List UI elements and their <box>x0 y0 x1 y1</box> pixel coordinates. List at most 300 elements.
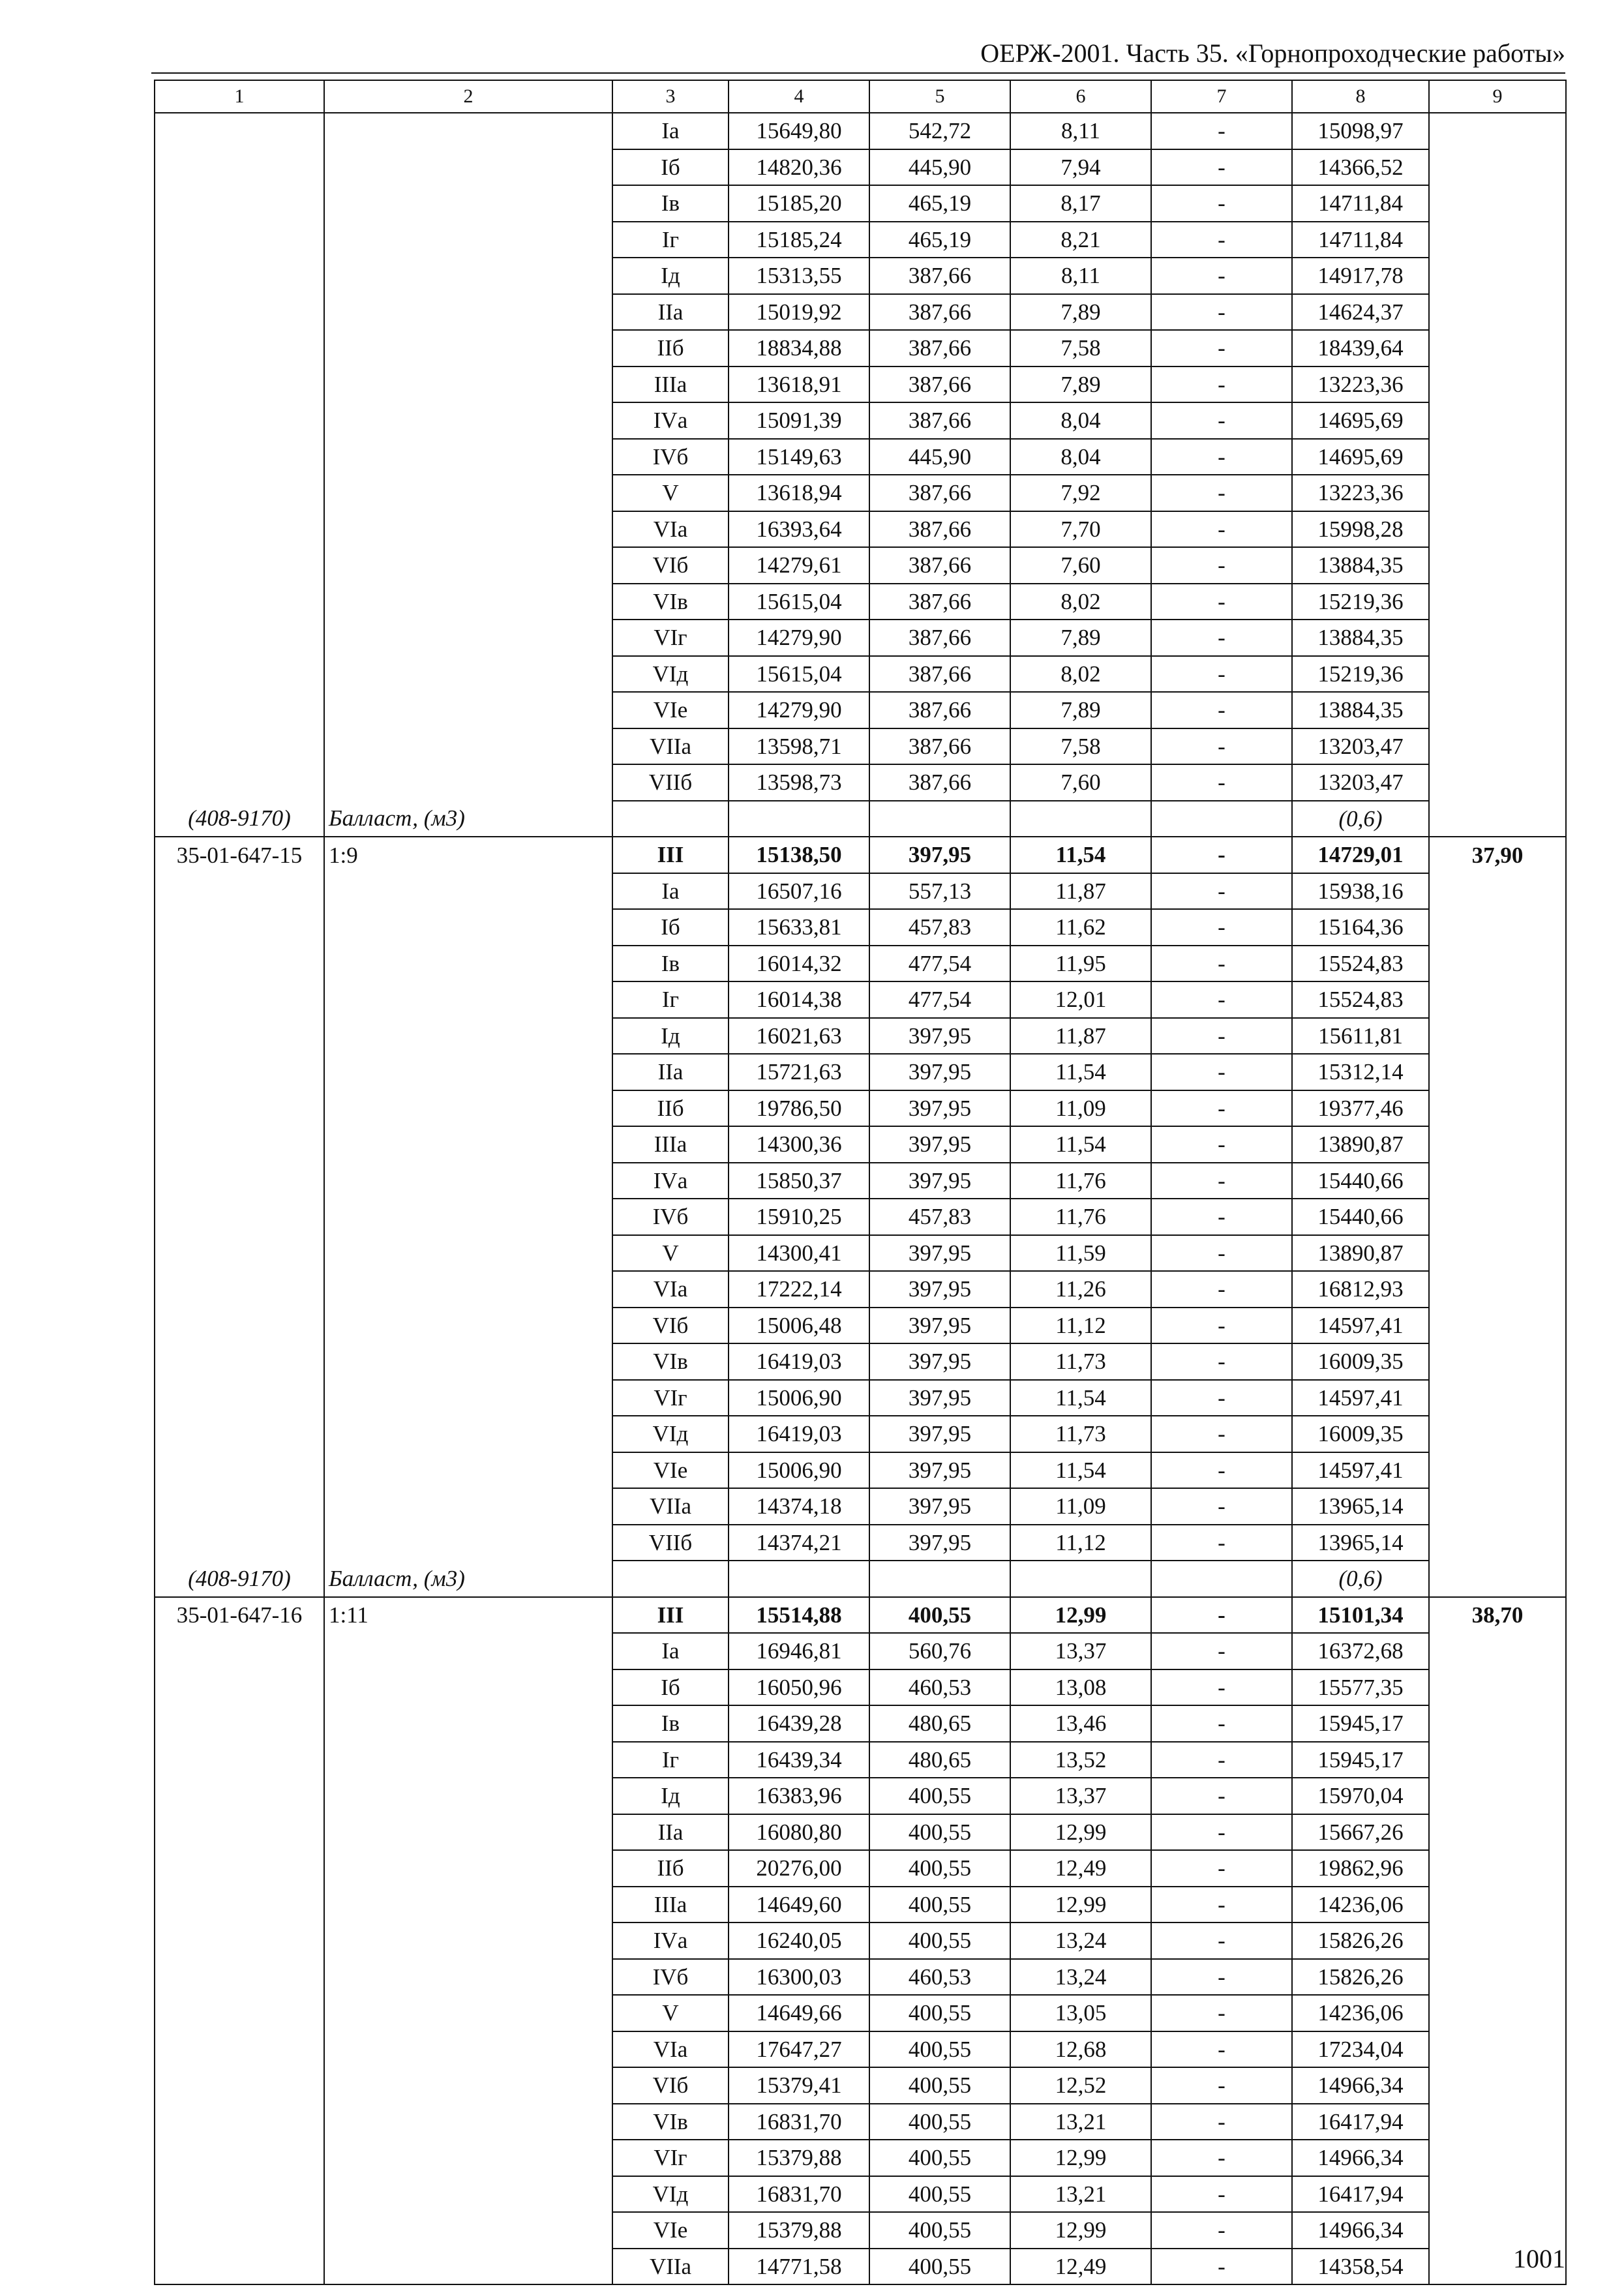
cell-c5: 397,95 <box>869 1126 1010 1163</box>
cell-c1 <box>155 1452 324 1489</box>
cell-c7: - <box>1151 1343 1292 1380</box>
cell-c8: 16417,94 <box>1292 2176 1429 2213</box>
cell-c2 <box>324 1054 612 1090</box>
cell-c5: 387,66 <box>869 728 1010 765</box>
cell-c2 <box>324 1271 612 1308</box>
cell-c5: 400,55 <box>869 1887 1010 1923</box>
cell-c2 <box>324 258 612 294</box>
cell-c9 <box>1429 294 1566 331</box>
cell-c6: 7,92 <box>1010 475 1151 511</box>
cell-c8: 16009,35 <box>1292 1343 1429 1380</box>
table-row <box>155 1922 1566 1959</box>
cell-c6: 7,60 <box>1010 764 1151 801</box>
cell-c5: 465,19 <box>869 222 1010 258</box>
cell-c1 <box>155 1959 324 1996</box>
cell-c3: IIб <box>612 1090 729 1127</box>
cell-c7: - <box>1151 439 1292 475</box>
cell-c2 <box>324 584 612 620</box>
cell-c3: Iв <box>612 946 729 982</box>
norm-note-row <box>155 801 1566 837</box>
cell-c2 <box>324 946 612 982</box>
cell-c3: VIIб <box>612 1525 729 1561</box>
cell-c1 <box>155 764 324 801</box>
cell-c2 <box>324 2067 612 2104</box>
table-row <box>155 1959 1566 1996</box>
cell-c1 <box>155 1887 324 1923</box>
cell-c8: 13884,35 <box>1292 692 1429 728</box>
cell-c5: 397,95 <box>869 1452 1010 1489</box>
cell-c3: IVб <box>612 1959 729 1996</box>
cell-c6: 7,89 <box>1010 692 1151 728</box>
table-row <box>155 1669 1566 1706</box>
table-row <box>155 1995 1566 2031</box>
cell-c3: IIIа <box>612 1126 729 1163</box>
cell-c3: Iа <box>612 113 729 149</box>
cell-c5: 400,55 <box>869 2249 1010 2285</box>
cell-c4: 15006,90 <box>729 1452 869 1489</box>
cell-c9 <box>1429 1778 1566 1814</box>
cell-c2 <box>324 511 612 548</box>
cell-c2 <box>324 1959 612 1996</box>
cell-c5: 400,55 <box>869 1778 1010 1814</box>
table-row <box>155 692 1566 728</box>
cell-c2 <box>324 1126 612 1163</box>
cell-c6: 12,99 <box>1010 1814 1151 1851</box>
cell-c6: 8,11 <box>1010 113 1151 149</box>
cell-c1 <box>155 367 324 403</box>
norm-note-row <box>155 1561 1566 1597</box>
cell-c4: 15149,63 <box>729 439 869 475</box>
cell-c4: 15910,25 <box>729 1199 869 1235</box>
cell-c8: 18439,64 <box>1292 330 1429 367</box>
cell-c2 <box>324 2212 612 2249</box>
cell-c2 <box>324 2249 612 2285</box>
cell-c1 <box>155 1163 324 1199</box>
cell-c2 <box>324 402 612 439</box>
table-row <box>155 1705 1566 1742</box>
cell-c8: 13223,36 <box>1292 367 1429 403</box>
col-header: 1 <box>155 80 324 113</box>
cell-c9 <box>1429 1995 1566 2031</box>
cell-c6: 11,76 <box>1010 1199 1151 1235</box>
cell-c2 <box>324 2104 612 2140</box>
cell-c4: 19786,50 <box>729 1090 869 1127</box>
cell-c1 <box>155 909 324 946</box>
table-row <box>155 620 1566 656</box>
cell-c7 <box>1151 1561 1292 1597</box>
cell-c7: - <box>1151 1452 1292 1489</box>
cell-c2 <box>324 367 612 403</box>
cell-c9 <box>1429 1850 1566 1887</box>
cell-c2 <box>324 1525 612 1561</box>
col-header: 9 <box>1429 80 1566 113</box>
table-row <box>155 873 1566 910</box>
cell-c9 <box>1429 439 1566 475</box>
cell-c8: 16009,35 <box>1292 1416 1429 1452</box>
cell-c9 <box>1429 2176 1566 2213</box>
cell-c6: 7,58 <box>1010 330 1151 367</box>
cell-c2 <box>324 149 612 186</box>
cell-c8: 15945,17 <box>1292 1742 1429 1778</box>
cell-c1 <box>155 1705 324 1742</box>
cell-c8: 15312,14 <box>1292 1054 1429 1090</box>
col-header: 7 <box>1151 80 1292 113</box>
cell-c9 <box>1429 258 1566 294</box>
cell-c2 <box>324 2140 612 2176</box>
cell-c5: 387,66 <box>869 402 1010 439</box>
table-row <box>155 728 1566 765</box>
cell-c6: 8,11 <box>1010 258 1151 294</box>
cell-c4: 15185,20 <box>729 185 869 222</box>
cell-c4: 15615,04 <box>729 584 869 620</box>
table-row <box>155 1271 1566 1308</box>
cell-c8: 15945,17 <box>1292 1705 1429 1742</box>
cell-c6: 8,02 <box>1010 656 1151 693</box>
cell-c6: 11,54 <box>1010 1126 1151 1163</box>
table-row <box>155 402 1566 439</box>
cell-c9 <box>1429 1887 1566 1923</box>
cell-c6: 11,87 <box>1010 873 1151 910</box>
table-row <box>155 2249 1566 2285</box>
cell-c8: 15826,26 <box>1292 1922 1429 1959</box>
table-row <box>155 294 1566 331</box>
cell-c6: 12,99 <box>1010 1597 1151 1634</box>
cell-c3: IVб <box>612 439 729 475</box>
cell-c9 <box>1429 475 1566 511</box>
cell-c6: 11,12 <box>1010 1525 1151 1561</box>
cell-c9 <box>1429 511 1566 548</box>
cell-c3: Iв <box>612 185 729 222</box>
cell-c6: 11,73 <box>1010 1416 1151 1452</box>
cell-c2: 1:9 <box>324 837 612 873</box>
cell-c1: 35-01-647-16 <box>155 1597 324 1634</box>
cell-c3: VIе <box>612 692 729 728</box>
cell-c6: 12,52 <box>1010 2067 1151 2104</box>
cell-c7: - <box>1151 1705 1292 1742</box>
table-row <box>155 764 1566 801</box>
cell-c5: 397,95 <box>869 1054 1010 1090</box>
cell-c3: IVа <box>612 1922 729 1959</box>
cell-c5: 457,83 <box>869 1199 1010 1235</box>
cell-c1 <box>155 2249 324 2285</box>
cell-c9 <box>1429 1380 1566 1416</box>
table-row <box>155 511 1566 548</box>
cell-c1 <box>155 475 324 511</box>
cell-c4: 15019,92 <box>729 294 869 331</box>
cell-c5 <box>869 801 1010 837</box>
cell-c5: 560,76 <box>869 1633 1010 1669</box>
page-header: ОЕРЖ-2001. Часть 35. «Горнопроходческие работы» <box>980 38 1565 68</box>
cell-c6: 13,08 <box>1010 1669 1151 1706</box>
table-row <box>155 1199 1566 1235</box>
cell-c3: VIв <box>612 1343 729 1380</box>
cell-c7: - <box>1151 1814 1292 1851</box>
cell-c7: - <box>1151 2140 1292 2176</box>
column-number-row <box>155 80 1566 113</box>
cell-c9 <box>1429 2067 1566 2104</box>
cell-c1: (408-9170) <box>155 1561 324 1597</box>
cell-c6: 7,60 <box>1010 547 1151 584</box>
cell-c6: 12,01 <box>1010 981 1151 1018</box>
cell-c6: 11,87 <box>1010 1018 1151 1055</box>
cell-c4: 16419,03 <box>729 1343 869 1380</box>
cell-c4: 16419,03 <box>729 1416 869 1452</box>
cell-c4: 20276,00 <box>729 1850 869 1887</box>
cell-c4: 15138,50 <box>729 837 869 873</box>
cell-c2 <box>324 1814 612 1851</box>
cell-c3: VIв <box>612 2104 729 2140</box>
cell-c5: 400,55 <box>869 2140 1010 2176</box>
cell-c2: Балласт, (м3) <box>324 1561 612 1597</box>
table-row <box>155 946 1566 982</box>
cell-c9 <box>1429 1199 1566 1235</box>
cell-c1 <box>155 1416 324 1452</box>
cell-c3: VIб <box>612 2067 729 2104</box>
cell-c8: 15098,97 <box>1292 113 1429 149</box>
cell-c3: Iб <box>612 909 729 946</box>
cell-c1: 35-01-647-15 <box>155 837 324 873</box>
cell-c2 <box>324 656 612 693</box>
cell-c2 <box>324 1163 612 1199</box>
cell-c5: 542,72 <box>869 113 1010 149</box>
cell-c1 <box>155 1525 324 1561</box>
cell-c9 <box>1429 1090 1566 1127</box>
cell-c5: 557,13 <box>869 873 1010 910</box>
table-row <box>155 1380 1566 1416</box>
cell-c7: - <box>1151 1995 1292 2031</box>
cell-c4: 16014,32 <box>729 946 869 982</box>
cell-c4: 16507,16 <box>729 873 869 910</box>
cell-c8: 13884,35 <box>1292 620 1429 656</box>
cell-c7: - <box>1151 1488 1292 1525</box>
cell-c1 <box>155 1669 324 1706</box>
cell-c3: IIб <box>612 330 729 367</box>
cell-c4: 14374,18 <box>729 1488 869 1525</box>
cell-c9: 38,70 <box>1429 1597 1566 1634</box>
cell-c7: - <box>1151 475 1292 511</box>
cell-c7: - <box>1151 584 1292 620</box>
cell-c7: - <box>1151 1525 1292 1561</box>
cell-c4: 14649,60 <box>729 1887 869 1923</box>
cell-c5 <box>869 1561 1010 1597</box>
cell-c6: 12,99 <box>1010 2140 1151 2176</box>
header-rule <box>151 72 1565 74</box>
cell-c4: 14771,58 <box>729 2249 869 2285</box>
cell-c6: 7,94 <box>1010 149 1151 186</box>
cell-c3: VIIб <box>612 764 729 801</box>
cell-c2 <box>324 1343 612 1380</box>
cell-c4: 14300,36 <box>729 1126 869 1163</box>
cell-c5: 445,90 <box>869 149 1010 186</box>
cell-c4: 15006,90 <box>729 1380 869 1416</box>
cell-c3: IIб <box>612 1850 729 1887</box>
cell-c8: 13965,14 <box>1292 1488 1429 1525</box>
cell-c1 <box>155 1380 324 1416</box>
cell-c9 <box>1429 1343 1566 1380</box>
cell-c9 <box>1429 1814 1566 1851</box>
table-row <box>155 222 1566 258</box>
cell-c7: - <box>1151 1199 1292 1235</box>
cell-c6: 7,70 <box>1010 511 1151 548</box>
cell-c9 <box>1429 909 1566 946</box>
cell-c3: VIа <box>612 1271 729 1308</box>
cell-c7: - <box>1151 1271 1292 1308</box>
cell-c8: 14597,41 <box>1292 1308 1429 1344</box>
cell-c8: 15826,26 <box>1292 1959 1429 1996</box>
cell-c9 <box>1429 1126 1566 1163</box>
cell-c2 <box>324 1235 612 1272</box>
cell-c9 <box>1429 981 1566 1018</box>
cell-c1 <box>155 1199 324 1235</box>
cell-c4 <box>729 801 869 837</box>
cell-c3: VIг <box>612 1380 729 1416</box>
cell-c9 <box>1429 1705 1566 1742</box>
cell-c7: - <box>1151 547 1292 584</box>
cell-c5: 387,66 <box>869 692 1010 728</box>
cell-c5: 480,65 <box>869 1705 1010 1742</box>
cell-c6: 11,54 <box>1010 1054 1151 1090</box>
cell-c7: - <box>1151 837 1292 873</box>
cell-c4: 15721,63 <box>729 1054 869 1090</box>
cell-c2 <box>324 185 612 222</box>
col-header: 3 <box>612 80 729 113</box>
cell-c2 <box>324 475 612 511</box>
cell-c9 <box>1429 330 1566 367</box>
cell-c8: 13890,87 <box>1292 1126 1429 1163</box>
cell-c2 <box>324 294 612 331</box>
cell-c7: - <box>1151 1235 1292 1272</box>
cell-c4: 17647,27 <box>729 2031 869 2068</box>
cell-c6: 8,04 <box>1010 402 1151 439</box>
cell-c5: 397,95 <box>869 1090 1010 1127</box>
cell-c5: 480,65 <box>869 1742 1010 1778</box>
cell-c2 <box>324 1922 612 1959</box>
table-row <box>155 185 1566 222</box>
cell-c9 <box>1429 113 1566 149</box>
cell-c2 <box>324 1669 612 1706</box>
cell-c8: 14695,69 <box>1292 439 1429 475</box>
cell-c2 <box>324 620 612 656</box>
cell-c8: (0,6) <box>1292 1561 1429 1597</box>
cell-c6: 13,24 <box>1010 1959 1151 1996</box>
cell-c6: 8,21 <box>1010 222 1151 258</box>
table-row <box>155 1163 1566 1199</box>
cell-c4: 15313,55 <box>729 258 869 294</box>
cell-c3: Iг <box>612 981 729 1018</box>
cell-c3: Iд <box>612 258 729 294</box>
cell-c9 <box>1429 656 1566 693</box>
cell-c8: 14624,37 <box>1292 294 1429 331</box>
cell-c7: - <box>1151 1959 1292 1996</box>
cell-c6: 13,24 <box>1010 1922 1151 1959</box>
cell-c4: 14279,90 <box>729 620 869 656</box>
cell-c1 <box>155 1235 324 1272</box>
cell-c1 <box>155 222 324 258</box>
cell-c1 <box>155 1742 324 1778</box>
cell-c4: 14820,36 <box>729 149 869 186</box>
cell-c3: Iа <box>612 1633 729 1669</box>
cell-c7: - <box>1151 2249 1292 2285</box>
cell-c3: Iд <box>612 1018 729 1055</box>
cell-c6: 13,05 <box>1010 1995 1151 2031</box>
table-row <box>155 2067 1566 2104</box>
cell-c8: 15219,36 <box>1292 584 1429 620</box>
cell-c6: 8,17 <box>1010 185 1151 222</box>
cell-c6: 11,59 <box>1010 1235 1151 1272</box>
cell-c8: 15219,36 <box>1292 656 1429 693</box>
cell-c7: - <box>1151 946 1292 982</box>
table-row <box>155 2104 1566 2140</box>
cell-c5: 400,55 <box>869 1850 1010 1887</box>
cell-c8: (0,6) <box>1292 801 1429 837</box>
cell-c9 <box>1429 692 1566 728</box>
cell-c5: 397,95 <box>869 1235 1010 1272</box>
table-row <box>155 1018 1566 1055</box>
cell-c2 <box>324 1887 612 1923</box>
cell-c6: 11,54 <box>1010 1380 1151 1416</box>
cell-c7: - <box>1151 1126 1292 1163</box>
cell-c4: 14279,61 <box>729 547 869 584</box>
cell-c9 <box>1429 873 1566 910</box>
cell-c3: VIд <box>612 656 729 693</box>
cell-c8: 19862,96 <box>1292 1850 1429 1887</box>
cell-c4: 14279,90 <box>729 692 869 728</box>
cell-c3 <box>612 801 729 837</box>
cell-c5: 387,66 <box>869 656 1010 693</box>
cell-c4: 16050,96 <box>729 1669 869 1706</box>
cell-c9 <box>1429 801 1566 837</box>
cell-c3: V <box>612 1995 729 2031</box>
cell-c4: 16300,03 <box>729 1959 869 1996</box>
cell-c6: 11,09 <box>1010 1488 1151 1525</box>
cell-c5: 460,53 <box>869 1669 1010 1706</box>
cell-c5: 460,53 <box>869 1959 1010 1996</box>
cell-c4: 16080,80 <box>729 1814 869 1851</box>
cell-c1 <box>155 439 324 475</box>
cell-c5: 387,66 <box>869 294 1010 331</box>
cell-c9 <box>1429 1271 1566 1308</box>
cell-c6: 11,26 <box>1010 1271 1151 1308</box>
cell-c8: 14695,69 <box>1292 402 1429 439</box>
cell-c9 <box>1429 149 1566 186</box>
cell-c1 <box>155 2031 324 2068</box>
cell-c1 <box>155 402 324 439</box>
cell-c3: VIд <box>612 1416 729 1452</box>
cell-c8: 16372,68 <box>1292 1633 1429 1669</box>
cell-c2 <box>324 2176 612 2213</box>
table-row <box>155 1090 1566 1127</box>
cell-c9 <box>1429 946 1566 982</box>
cell-c5: 397,95 <box>869 1271 1010 1308</box>
cell-c1 <box>155 2176 324 2213</box>
cell-c5: 477,54 <box>869 981 1010 1018</box>
cell-c3: Iб <box>612 149 729 186</box>
cell-c8: 14597,41 <box>1292 1452 1429 1489</box>
table-row <box>155 547 1566 584</box>
table-row <box>155 439 1566 475</box>
cell-c7: - <box>1151 1416 1292 1452</box>
cell-c8: 14966,34 <box>1292 2067 1429 2104</box>
cell-c8: 14729,01 <box>1292 837 1429 873</box>
cell-c9 <box>1429 1742 1566 1778</box>
cell-c8: 14966,34 <box>1292 2212 1429 2249</box>
cell-c9 <box>1429 1959 1566 1996</box>
table-row <box>155 1054 1566 1090</box>
cell-c6: 13,37 <box>1010 1633 1151 1669</box>
cell-c7: - <box>1151 1054 1292 1090</box>
cell-c4: 15615,04 <box>729 656 869 693</box>
cell-c4: 15185,24 <box>729 222 869 258</box>
